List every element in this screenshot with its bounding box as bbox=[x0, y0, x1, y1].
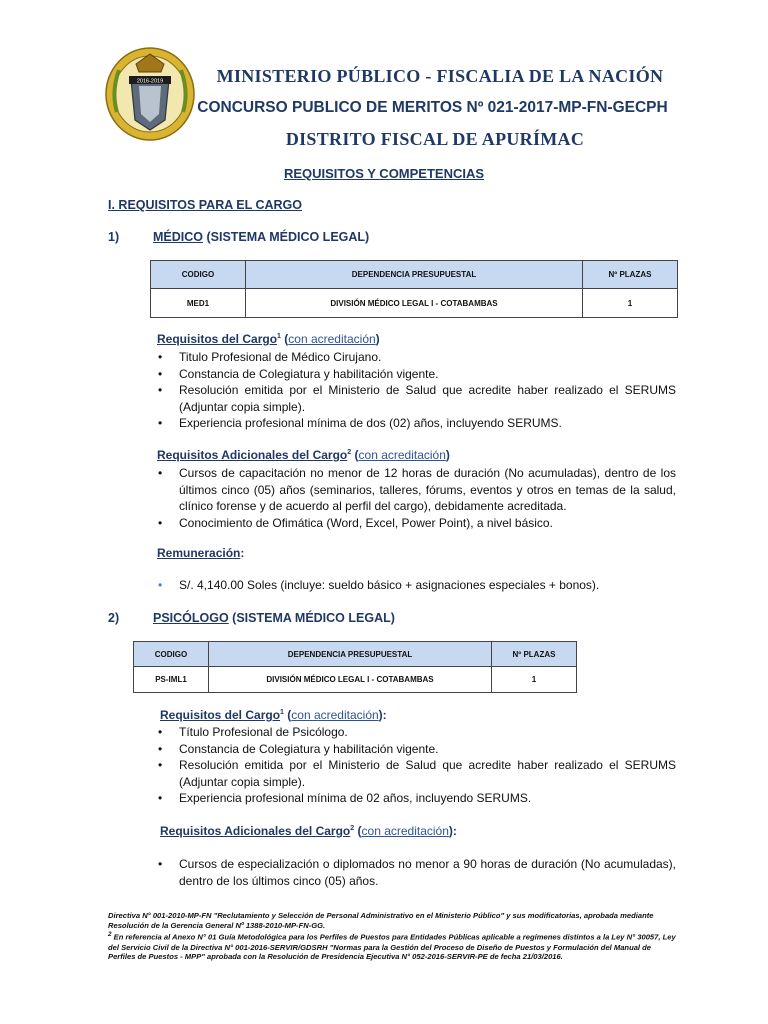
footnote-1: Directiva N° 001-2010-MP-FN "Reclutamiento y Selección de Personal Administrativo en el Ministerio Público" y sus modificatorias, aprobada mediante Resolución de la Gerencia General Nº 1388-2010-MP-FN-GG. bbox=[108, 911, 654, 930]
position2-additional-title: Requisitos Adicionales del Cargo$^2$ (con acreditación): bbox=[160, 824, 457, 838]
position1-additional-list bbox=[156, 465, 676, 531]
table-cell: PS-IML1 bbox=[134, 667, 209, 693]
position2-additional-list bbox=[156, 856, 676, 889]
table-cell: MED1 bbox=[151, 289, 246, 318]
list-item: • Resolución emitida por el Ministerio de Salud que acredite haber realizado el SERUMS (Adjuntar copia simple). bbox=[156, 382, 676, 415]
seal-text: 2016-2019 bbox=[136, 78, 164, 85]
list-item: • Conocimiento de Ofimática (Word, Excel, Power Point), a nivel básico. bbox=[156, 515, 676, 532]
header-ministry: MINISTERIO PÚBLICO - FISCALIA DE LA NACIÓN bbox=[216, 66, 664, 86]
position1-number: 1) bbox=[108, 230, 120, 244]
table-cell: DIVISIÓN MÉDICO LEGAL I - COTABAMBAS bbox=[246, 289, 583, 318]
position2-table bbox=[133, 641, 577, 693]
list-item: • Cursos de capacitación no menor de 12 horas de duración (No acumuladas), dentro de los últimos cinco (05) años (seminarios, talleres, fórums, eventos y otros en temas de la salud, clínico forense y de acuerdo al perfil del cargo), debidamente acreditada. bbox=[156, 465, 676, 515]
table-header-row bbox=[134, 642, 577, 667]
header-contest: CONCURSO PUBLICO DE MERITOS Nº 021-2017-MP-FN-GECPH bbox=[197, 99, 668, 116]
position1-requirements-title: Requisitos del Cargo$^1$ (con acreditación) bbox=[157, 332, 380, 346]
position2-requirements-title: Requisitos del Cargo$^1$ (con acreditación): bbox=[160, 708, 387, 722]
position1-additional-title: Requisitos Adicionales del Cargo$^2$ (con acreditación) bbox=[157, 448, 450, 462]
table-header-cell: CODIGO bbox=[134, 642, 209, 667]
list-item: • Cursos de especialización o diplomados no menor a 90 horas de duración (No acumuladas), dentro de los últimos cinco (05) años. bbox=[156, 856, 676, 889]
position1-table bbox=[150, 260, 678, 318]
position2-requirements-list bbox=[156, 724, 676, 807]
table-header-row bbox=[151, 261, 678, 289]
position2-system: (SISTEMA MÉDICO LEGAL) bbox=[228, 611, 395, 625]
position1-name: MÉDICO bbox=[153, 230, 203, 244]
table-header-cell: Nº PLAZAS bbox=[583, 261, 678, 289]
position1-remuneration-list bbox=[156, 577, 676, 594]
table-header-cell: DEPENDENCIA PRESUPUESTAL bbox=[209, 642, 492, 667]
list-item: • Resolución emitida por el Ministerio de Salud que acredite haber realizado el SERUMS (Adjuntar copia simple). bbox=[156, 757, 676, 790]
list-item: • Constancia de Colegiatura y habilitación vigente. bbox=[156, 741, 676, 758]
position1-requirements-list bbox=[156, 349, 676, 432]
list-item: • Titulo Profesional de Médico Cirujano. bbox=[156, 349, 676, 366]
list-item: • Experiencia profesional mínima de 02 años, incluyendo SERUMS. bbox=[156, 790, 676, 807]
list-item: • Constancia de Colegiatura y habilitación vigente. bbox=[156, 366, 676, 383]
position1-title bbox=[153, 230, 369, 244]
list-item: • Título Profesional de Psicólogo. bbox=[156, 724, 676, 741]
position1-system: (SISTEMA MÉDICO LEGAL) bbox=[203, 230, 370, 244]
table-cell: 1 bbox=[492, 667, 577, 693]
position2-title bbox=[153, 611, 395, 625]
position2-number: 2) bbox=[108, 611, 120, 625]
table-cell: 1 bbox=[583, 289, 678, 318]
list-item: • Experiencia profesional mínima de dos (02) años, incluyendo SERUMS. bbox=[156, 415, 676, 432]
section-heading: I. REQUISITOS PARA EL CARGO bbox=[108, 198, 303, 212]
table-header-cell: DEPENDENCIA PRESUPUESTAL bbox=[246, 261, 583, 289]
table-row bbox=[151, 289, 678, 318]
table-header-cell: Nº PLAZAS bbox=[492, 642, 577, 667]
table-header-cell: CODIGO bbox=[151, 261, 246, 289]
position2-name: PSICÓLOGO bbox=[153, 611, 229, 625]
position1-remuneration-title: Remuneración: bbox=[157, 546, 245, 560]
header-district: DISTRITO FISCAL DE APURÍMAC bbox=[285, 129, 585, 149]
table-row bbox=[134, 667, 577, 693]
table-cell: DIVISIÓN MÉDICO LEGAL I - COTABAMBAS bbox=[209, 667, 492, 693]
ministerio-publico-seal bbox=[103, 42, 198, 142]
footnotes bbox=[108, 911, 678, 962]
list-item: • S/. 4,140.00 Soles (incluye: sueldo básico + asignaciones especiales + bonos). bbox=[156, 577, 676, 594]
document-title: REQUISITOS Y COMPETENCIAS bbox=[283, 166, 485, 181]
footnote-2: $^2$ En referencia al Anexo N° 01 Guía Metodológica para los Perfiles de Puestos para Entidades Públicas aplicable a regímenes distintos a la Ley N° 30057, Ley del Servicio Civil de la Directiva N° 001-2016-SERVIR/GDSRH "Normas para la Gestión del Proceso de Diseño de Puestos y Formulación del Manual de Perfiles de Puestos - MPP" aprobada con la Resolución de Presidencia Ejecutiva N° 052-2016-SERVIR-PE de fecha 21/03/2016. bbox=[108, 931, 676, 962]
